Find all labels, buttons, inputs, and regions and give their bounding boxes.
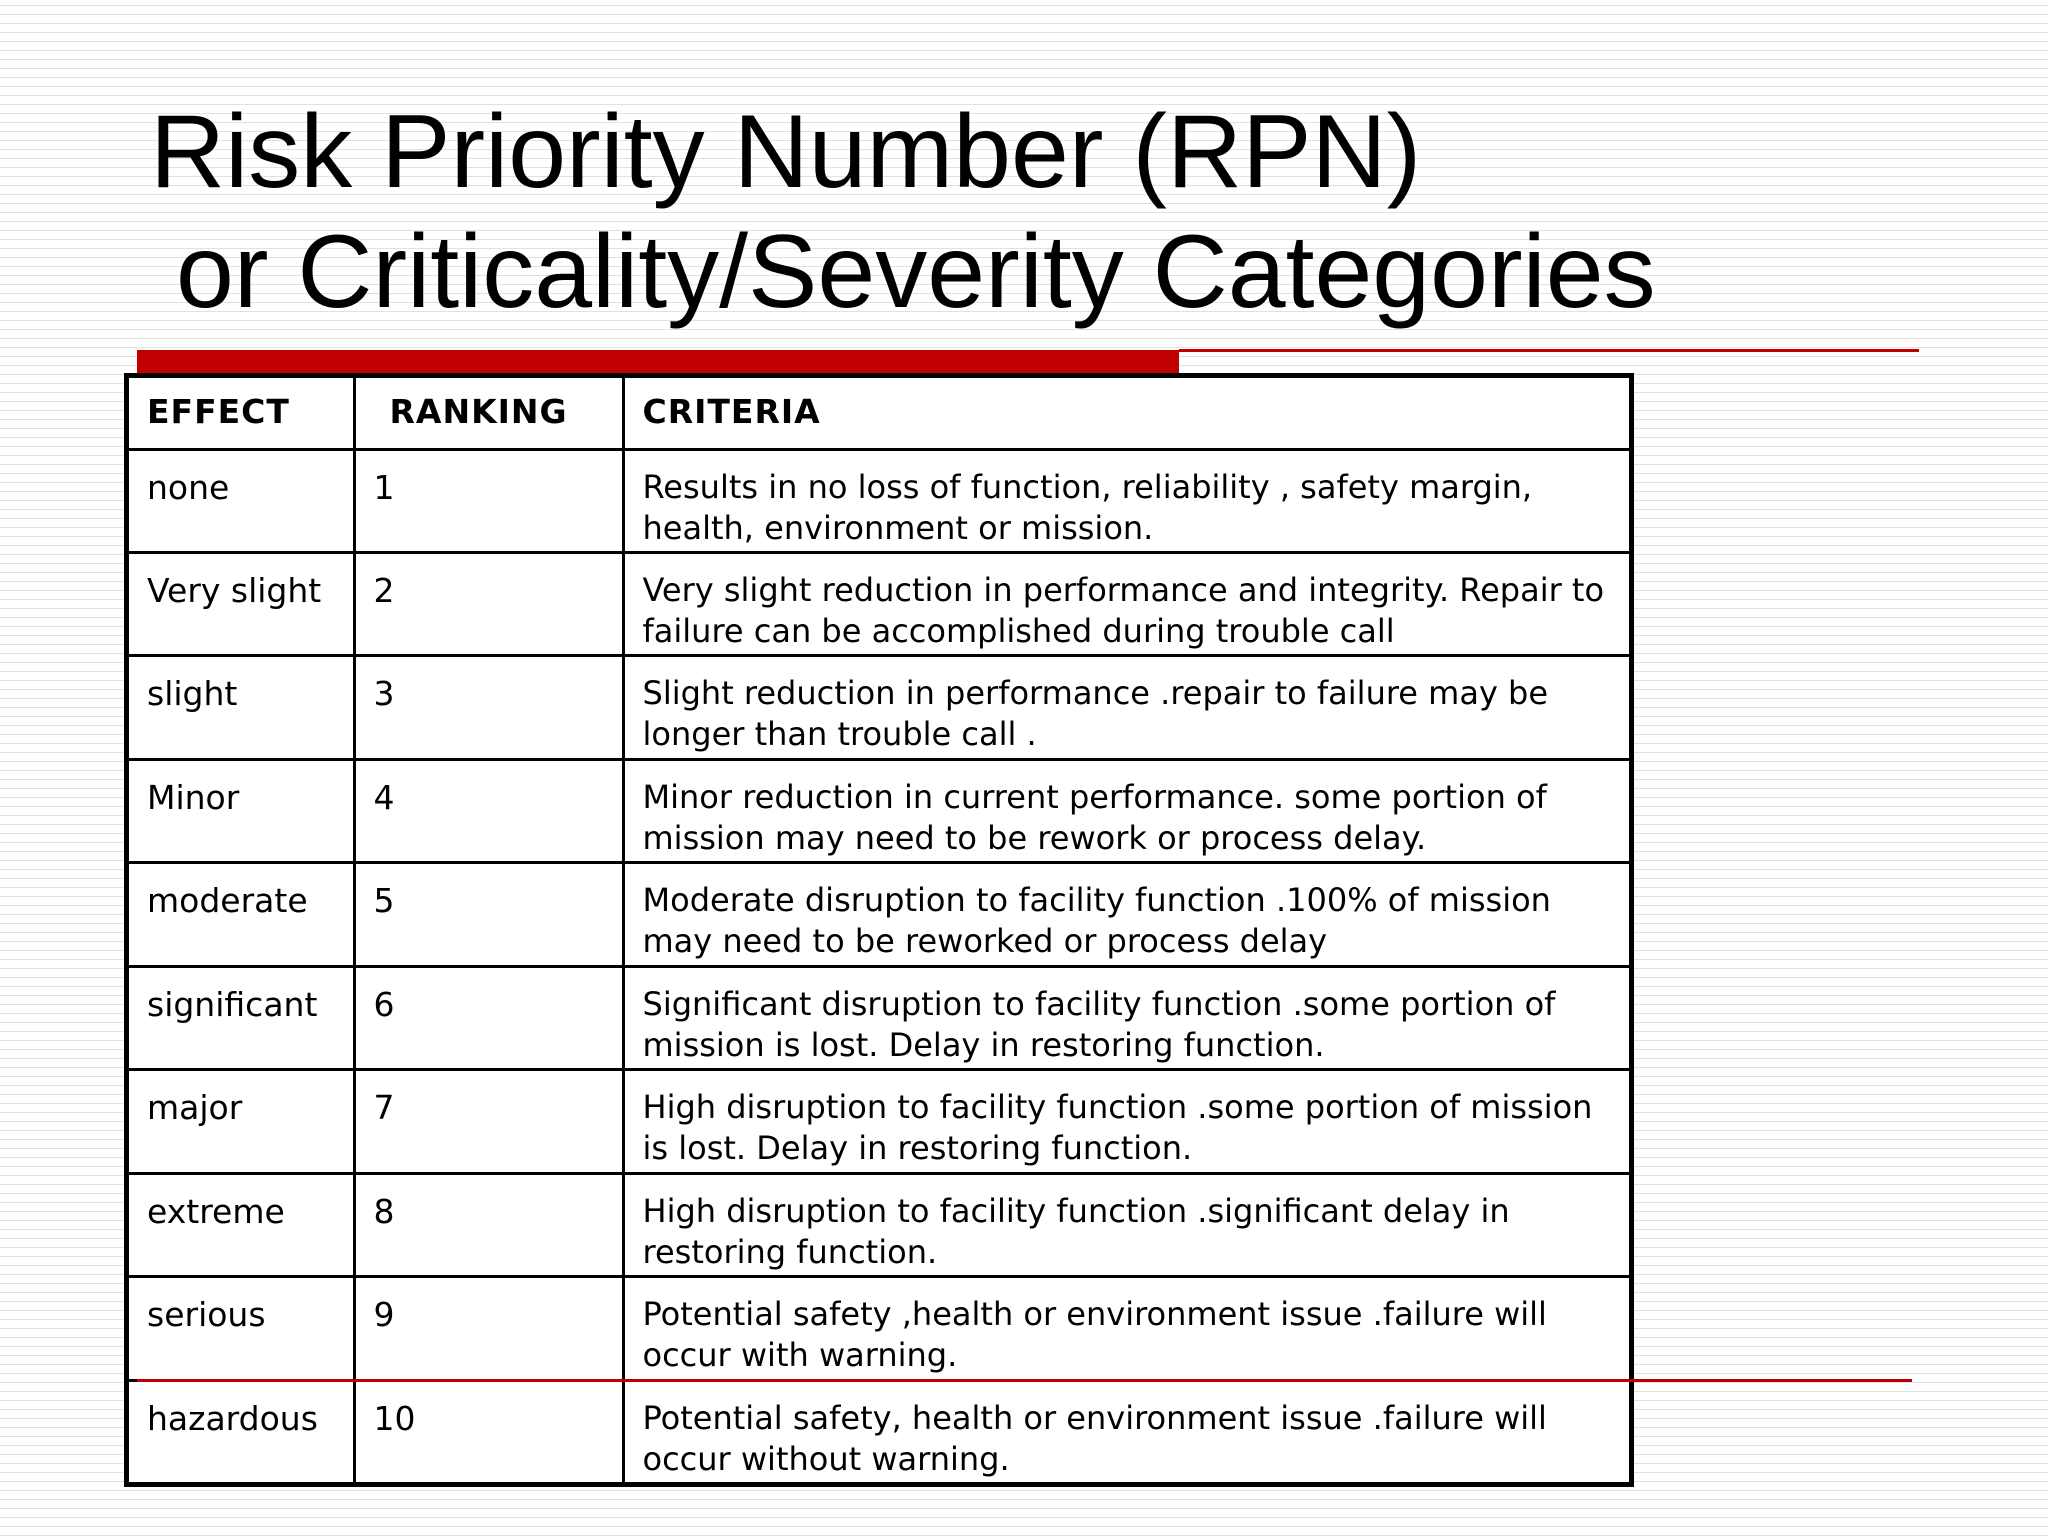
title-underline-thick (137, 350, 1179, 373)
ranking-cell: 4 (354, 759, 623, 862)
effect-cell: none (129, 449, 354, 552)
criteria-cell: Very slight reduction in performance and integrity. Repair to failure can be accomplished during trouble call (623, 552, 1629, 655)
effect-cell: serious (129, 1277, 354, 1380)
ranking-cell: 9 (354, 1277, 623, 1380)
effect-cell: moderate (129, 863, 354, 966)
effect-cell: Very slight (129, 552, 354, 655)
criteria-cell: Results in no loss of function, reliability , safety margin, health, environment or mission. (623, 449, 1629, 552)
table-row (129, 1070, 1629, 1173)
ranking-cell: 10 (354, 1380, 623, 1482)
slide-title-line-2: or Criticality/Severity Categories (176, 214, 1656, 330)
effect-cell: hazardous (129, 1380, 354, 1482)
header-criteria: CRITERIA (623, 378, 1629, 449)
ranking-cell: 8 (354, 1173, 623, 1276)
table-row (129, 1277, 1629, 1380)
ranking-cell: 3 (354, 656, 623, 759)
header-ranking: RANKING (354, 378, 623, 449)
table-row (129, 449, 1629, 552)
table-header-row (129, 378, 1629, 449)
severity-table (124, 373, 1634, 1487)
table-row (129, 552, 1629, 655)
criteria-cell: Minor reduction in current performance. some portion of mission may need to be rework or process delay. (623, 759, 1629, 862)
bottom-rule (137, 1379, 1912, 1382)
criteria-cell: Moderate disruption to facility function .100% of mission may need to be reworked or process delay (623, 863, 1629, 966)
criteria-cell: Potential safety ,health or environment issue .failure will occur with warning. (623, 1277, 1629, 1380)
table-row (129, 966, 1629, 1069)
table-row (129, 1380, 1629, 1482)
effect-cell: significant (129, 966, 354, 1069)
ranking-cell: 6 (354, 966, 623, 1069)
ranking-cell: 7 (354, 1070, 623, 1173)
criteria-cell: Significant disruption to facility function .some portion of mission is lost. Delay in restoring function. (623, 966, 1629, 1069)
table-row (129, 656, 1629, 759)
criteria-cell: Potential safety, health or environment issue .failure will occur without warning. (623, 1380, 1629, 1482)
title-underline-thin (1179, 349, 1919, 352)
effect-cell: Minor (129, 759, 354, 862)
slide-title (150, 92, 1656, 332)
criteria-cell: Slight reduction in performance .repair to failure may be longer than trouble call . (623, 656, 1629, 759)
criteria-cell: High disruption to facility function .significant delay in restoring function. (623, 1173, 1629, 1276)
effect-cell: slight (129, 656, 354, 759)
header-effect: EFFECT (129, 378, 354, 449)
ranking-cell: 2 (354, 552, 623, 655)
ranking-cell: 1 (354, 449, 623, 552)
slide-title-line-1: Risk Priority Number (RPN) (150, 94, 1422, 210)
ranking-cell: 5 (354, 863, 623, 966)
effect-cell: extreme (129, 1173, 354, 1276)
criteria-cell: High disruption to facility function .some portion of mission is lost. Delay in restoring function. (623, 1070, 1629, 1173)
table-row (129, 863, 1629, 966)
table-row (129, 759, 1629, 862)
table-row (129, 1173, 1629, 1276)
effect-cell: major (129, 1070, 354, 1173)
